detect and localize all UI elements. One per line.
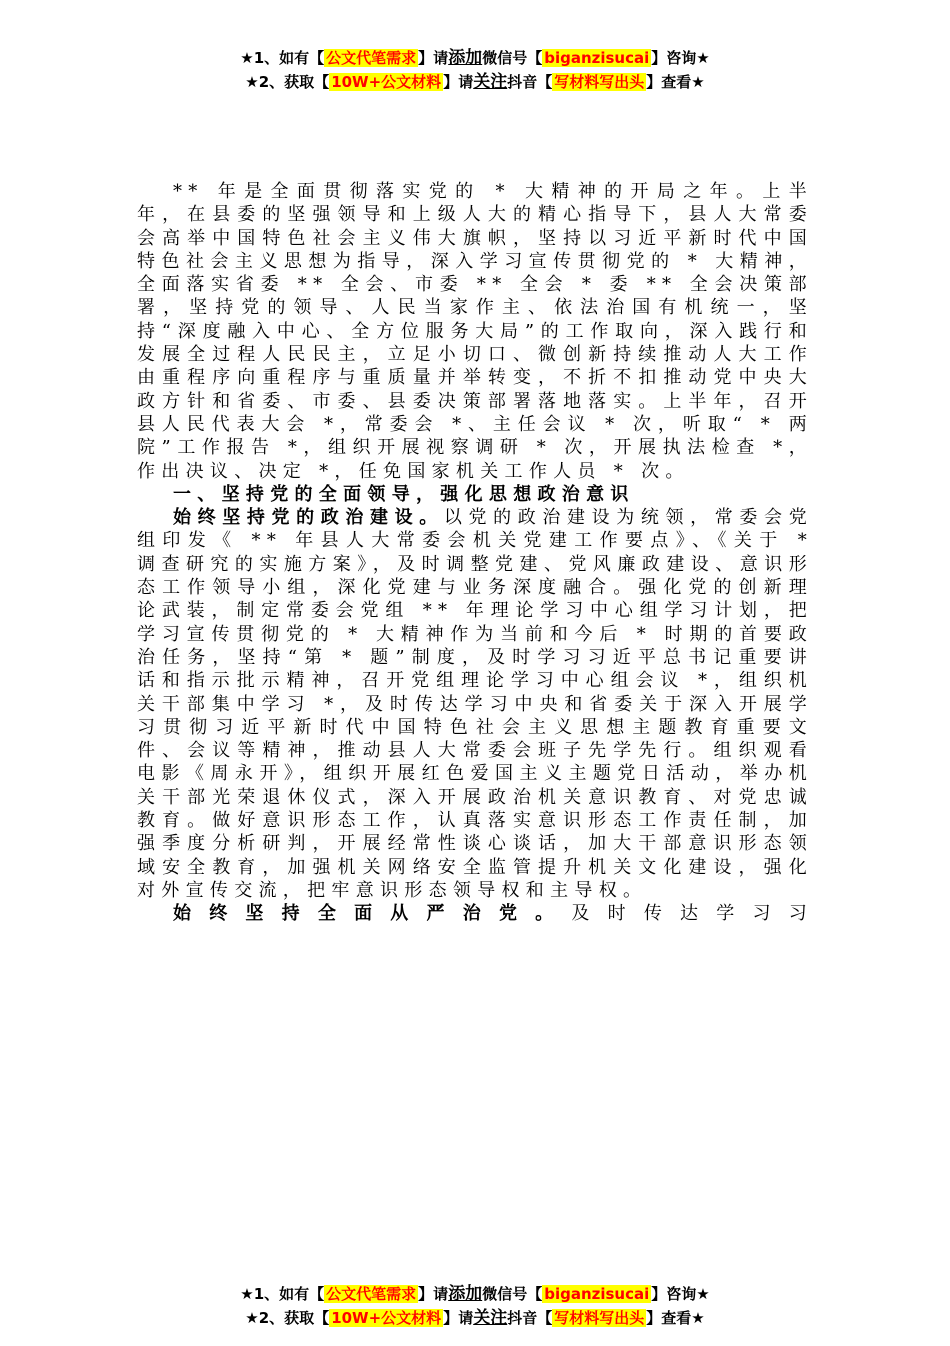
paragraph-lead: 始终坚持全面从严治党。 bbox=[173, 903, 572, 925]
top-banner bbox=[0, 46, 950, 94]
banner-line-1: ★1、如有【 公文代笔需求 】请添加微信号【 biganzisucai 】咨询★ bbox=[240, 1284, 710, 1304]
section-heading: 一、坚持党的全面领导，强化思想政治意识 bbox=[173, 483, 635, 505]
highlight-wechat-id: biganzisucai bbox=[544, 1285, 650, 1303]
bottom-banner bbox=[0, 1282, 950, 1330]
paragraph-strict-governance: 始终坚持全面从严治党。及时传达学习习 bbox=[173, 903, 813, 925]
banner-line-2: ★2、获取【 10W+公文材料 】请关注抖音【 写材料写出头 】查看★ bbox=[245, 1308, 705, 1328]
document-body bbox=[137, 180, 813, 926]
paragraph-lead: 始终坚持党的政治建设。 bbox=[173, 507, 444, 529]
highlight-materials: 10W+公文材料 bbox=[331, 1309, 442, 1327]
highlight-wechat-id: biganzisucai bbox=[544, 49, 650, 67]
banner-line-1: ★1、如有【 公文代笔需求 】请添加微信号【 biganzisucai 】咨询★ bbox=[240, 48, 710, 68]
highlight-materials: 10W+公文材料 bbox=[331, 73, 442, 91]
paragraph-political-building: 始终坚持党的政治建设。以党的政治建设为统领，常委会党组印发《 ** 年县人大常委会机关党建工作要点》、《关于 * 调查研究的实施方案》，及时调整党建、党风廉政建设、意识形态工作领导小组，深化党建与业务深度融合。强化党的创新理论武装，制定常委会党组 ** 年理论学习中心组学习计划，把学习宣传贯彻党的 * 大精神作为当前和今后 * 时期的首要政治任务，坚持“第 * 题”制度，及时学习习近平总书记重要讲话和指示批示精神，召开党组理论学习中心组会议 *，组织机关干部集中学习 *，及时传达学习中央和省委关于深入开展学习贯彻习近平新时代中国特色社会主义思想主题教育重要文件、会议等精神，推动县人大常委会班子先学先行。组织观看电影《周永开》，组织开展红色爱国主义主题党日活动，举办机关干部光荣退休仪式，深入开展政治机关意识教育、对党忠诚教育。做好意识形态工作，认真落实意识形态工作责任制，加强季度分析研判，开展经常性谈心谈话，加大干部意识形态领域安全教育，加强机关网络安全监管提升机关文化建设，强化对外宣传交流，把牢意识形态领导权和主导权。 bbox=[137, 507, 813, 901]
intro-paragraph: ** 年是全面贯彻落实党的 * 大精神的开局之年。上半年，在县委的坚强领导和上级人大的精心指导下，县人大常委会高举中国特色社会主义伟大旗帜，坚持以习近平新时代中国特色社会主义思想为指导，深入学习宣传贯彻党的 * 大精神，全面落实省委 ** 全会、市委 ** 全会 * 委 ** 全会决策部署，坚持党的领导、人民当家作主、依法治国有机统一，坚持“深度融入中心、全方位服务大局”的工作取向，深入践行和发展全过程人民民主，立足小切口、微创新持续推动人大工作由重程序向重程序与重质量并举转变，不折不扣推动党中央大政方针和省委、市委、县委决策部署落地落实。上半年，召开县人民代表大会 *，常委会 *、主任会议 * 次，听取“ * 两院”工作报告 *，组织开展视察调研 * 次，开展执法检查 *，作出决议、决定 *，任免国家机关工作人员 * 次。 bbox=[137, 181, 813, 482]
highlight-service: 公文代笔需求 bbox=[326, 1285, 417, 1303]
highlight-service: 公文代笔需求 bbox=[326, 49, 417, 67]
banner-line-2: ★2、获取【 10W+公文材料 】请关注抖音【 写材料写出头 】查看★ bbox=[245, 72, 705, 92]
highlight-douyin: 写材料写出头 bbox=[554, 73, 645, 91]
highlight-douyin: 写材料写出头 bbox=[554, 1309, 645, 1327]
